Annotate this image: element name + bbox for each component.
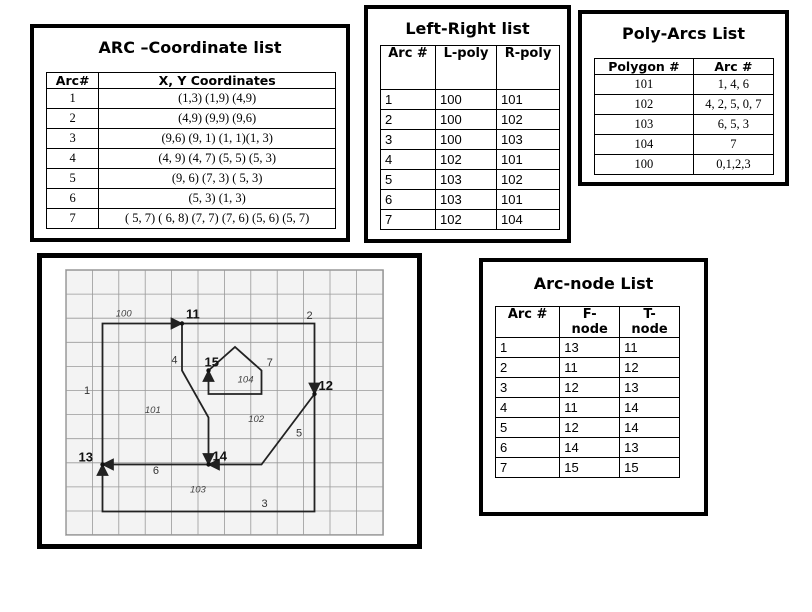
table-cell: 6 bbox=[47, 189, 99, 209]
table-row bbox=[381, 190, 560, 210]
table-cell: 7 bbox=[496, 458, 560, 478]
arc-label: 1 bbox=[83, 385, 91, 397]
table-cell: ( 5, 7) ( 6, 8) (7, 7) (7, 6) (5, 6) (5, 7) bbox=[99, 209, 336, 229]
table-cell: 102 bbox=[436, 150, 497, 170]
table-cell: 14 bbox=[560, 438, 620, 458]
table-cell: 1 bbox=[496, 338, 560, 358]
table-row bbox=[595, 95, 774, 115]
node-label: 15 bbox=[204, 354, 219, 370]
table-cell: 6 bbox=[381, 190, 436, 210]
table-row bbox=[496, 358, 680, 378]
table-row bbox=[496, 438, 680, 458]
arc-label: 3 bbox=[261, 497, 268, 510]
table-row bbox=[47, 109, 336, 129]
table-row bbox=[496, 378, 680, 398]
arc-node-panel bbox=[479, 258, 708, 516]
node-label: 12 bbox=[318, 378, 333, 393]
arc-coordinate-title: ARC –Coordinate list bbox=[98, 38, 282, 57]
table-cell: 14 bbox=[620, 398, 680, 418]
arc-label: 6 bbox=[152, 464, 159, 477]
table-cell: 2 bbox=[381, 110, 436, 130]
table-cell: 4 bbox=[496, 398, 560, 418]
table-cell: (1,3) (1,9) (4,9) bbox=[99, 89, 336, 109]
table-cell: (9, 6) (7, 3) ( 5, 3) bbox=[99, 169, 336, 189]
polygon-label: 102 bbox=[248, 414, 265, 426]
table-cell: 100 bbox=[436, 110, 497, 130]
polygon-label: 101 bbox=[144, 404, 161, 416]
table-cell: 13 bbox=[620, 378, 680, 398]
table-cell: 6, 5, 3 bbox=[693, 115, 773, 135]
column-header: Polygon # bbox=[595, 59, 694, 75]
table-cell: (4,9) (9,9) (9,6) bbox=[99, 109, 336, 129]
table-row bbox=[381, 110, 560, 130]
table-cell: 103 bbox=[436, 190, 497, 210]
table-cell: 11 bbox=[560, 358, 620, 378]
table-row bbox=[47, 89, 336, 109]
column-header: L-poly bbox=[436, 46, 497, 90]
table-cell: 2 bbox=[47, 109, 99, 129]
table-cell: 103 bbox=[595, 115, 694, 135]
table-cell: 5 bbox=[381, 170, 436, 190]
table-row bbox=[496, 338, 680, 358]
table-cell: 15 bbox=[620, 458, 680, 478]
table-cell: 100 bbox=[436, 130, 497, 150]
node-point bbox=[100, 462, 104, 466]
table-cell: 101 bbox=[497, 190, 560, 210]
table-cell: 12 bbox=[620, 358, 680, 378]
table-cell: (9,6) (9, 1) (1, 1)(1, 3) bbox=[99, 129, 336, 149]
table-cell: 4 bbox=[47, 149, 99, 169]
table-cell: 4 bbox=[381, 150, 436, 170]
table-cell: 7 bbox=[47, 209, 99, 229]
table-row bbox=[496, 458, 680, 478]
column-header: F- node bbox=[560, 307, 620, 338]
table-cell: 3 bbox=[47, 129, 99, 149]
table-cell: 103 bbox=[436, 170, 497, 190]
arc-label: 5 bbox=[295, 427, 303, 440]
table-cell: 14 bbox=[620, 418, 680, 438]
table-cell: 100 bbox=[595, 155, 694, 175]
table-cell: 11 bbox=[560, 398, 620, 418]
table-row bbox=[47, 189, 336, 209]
table-cell: 102 bbox=[436, 210, 497, 230]
polygon-label: 104 bbox=[237, 374, 254, 386]
table-row bbox=[595, 75, 774, 95]
polygon-label: 100 bbox=[115, 308, 132, 320]
table-row bbox=[47, 129, 336, 149]
table-row bbox=[381, 90, 560, 110]
table-row bbox=[595, 115, 774, 135]
column-header: R-poly bbox=[497, 46, 560, 90]
table-cell: 11 bbox=[620, 338, 680, 358]
table-cell: 104 bbox=[497, 210, 560, 230]
column-header: T- node bbox=[620, 307, 680, 338]
table-cell: 13 bbox=[620, 438, 680, 458]
column-header: X, Y Coordinates bbox=[99, 73, 336, 89]
node-label: 11 bbox=[186, 306, 200, 322]
table-row bbox=[381, 170, 560, 190]
table-row bbox=[47, 149, 336, 169]
table-cell: 5 bbox=[496, 418, 560, 438]
table-cell: 3 bbox=[381, 130, 436, 150]
table-cell: (5, 3) (1, 3) bbox=[99, 189, 336, 209]
node-point bbox=[312, 392, 316, 396]
table-header-row bbox=[595, 59, 774, 75]
column-header: Arc# bbox=[47, 73, 99, 89]
table-cell: 101 bbox=[497, 90, 560, 110]
table-row bbox=[496, 418, 680, 438]
poly-arcs-panel bbox=[578, 10, 789, 186]
arc-node-diagram bbox=[42, 258, 417, 544]
table-row bbox=[47, 169, 336, 189]
table-cell: 100 bbox=[436, 90, 497, 110]
node-point bbox=[206, 462, 210, 466]
table-row bbox=[381, 130, 560, 150]
left-right-panel bbox=[364, 5, 571, 243]
arc-node-diagram-panel bbox=[37, 253, 422, 549]
arc-coordinate-panel bbox=[30, 24, 350, 242]
table-header-row bbox=[496, 307, 680, 338]
table-cell: 1 bbox=[381, 90, 436, 110]
table-header-row bbox=[47, 73, 336, 89]
table-row bbox=[496, 398, 680, 418]
arc-coordinate-table bbox=[46, 72, 336, 229]
poly-arcs-table bbox=[594, 58, 774, 175]
left-right-table bbox=[380, 45, 560, 230]
table-cell: 101 bbox=[595, 75, 694, 95]
table-header-row bbox=[381, 46, 560, 90]
table-cell: 4, 2, 5, 0, 7 bbox=[693, 95, 773, 115]
arc-label: 4 bbox=[171, 354, 178, 367]
column-header: Arc # bbox=[381, 46, 436, 90]
table-cell: (4, 9) (4, 7) (5, 5) (5, 3) bbox=[99, 149, 336, 169]
table-cell: 13 bbox=[560, 338, 620, 358]
table-row bbox=[381, 210, 560, 230]
arc-node-title: Arc-node List bbox=[533, 274, 654, 293]
arc-label: 2 bbox=[306, 309, 313, 322]
table-cell: 103 bbox=[497, 130, 560, 150]
table-cell: 2 bbox=[496, 358, 560, 378]
table-cell: 0,1,2,3 bbox=[693, 155, 773, 175]
node-point bbox=[180, 321, 184, 325]
table-cell: 101 bbox=[497, 150, 560, 170]
table-cell: 7 bbox=[381, 210, 436, 230]
node-label: 14 bbox=[212, 448, 227, 464]
table-row bbox=[595, 155, 774, 175]
column-header: Arc # bbox=[496, 307, 560, 338]
table-cell: 5 bbox=[47, 169, 99, 189]
table-row bbox=[381, 150, 560, 170]
table-cell: 3 bbox=[496, 378, 560, 398]
table-cell: 102 bbox=[497, 170, 560, 190]
table-cell: 6 bbox=[496, 438, 560, 458]
polygon-label: 103 bbox=[189, 484, 206, 496]
table-row bbox=[47, 209, 336, 229]
table-cell: 102 bbox=[595, 95, 694, 115]
table-cell: 7 bbox=[693, 135, 773, 155]
column-header: Arc # bbox=[693, 59, 773, 75]
poly-arcs-title: Poly-Arcs List bbox=[622, 24, 745, 43]
table-cell: 15 bbox=[560, 458, 620, 478]
arc-node-table bbox=[495, 306, 680, 478]
left-right-title: Left-Right list bbox=[405, 19, 530, 38]
table-cell: 104 bbox=[595, 135, 694, 155]
table-cell: 12 bbox=[560, 418, 620, 438]
table-cell: 1, 4, 6 bbox=[693, 75, 773, 95]
table-cell: 12 bbox=[560, 378, 620, 398]
node-label: 13 bbox=[78, 449, 93, 465]
table-cell: 1 bbox=[47, 89, 99, 109]
table-cell: 102 bbox=[497, 110, 560, 130]
table-row bbox=[595, 135, 774, 155]
arc-label: 7 bbox=[266, 356, 273, 369]
